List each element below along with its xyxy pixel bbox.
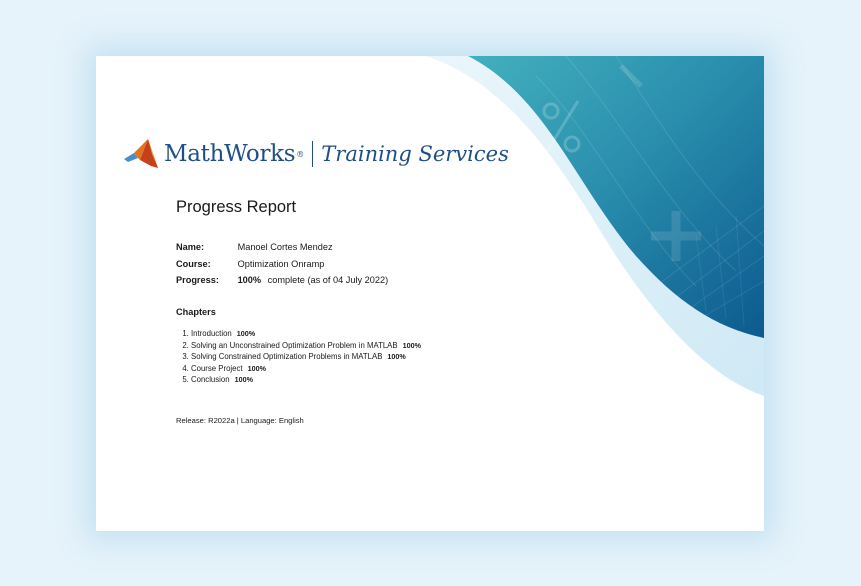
progress-text: complete (as of 04 July 2022)	[267, 275, 389, 285]
chapter-progress: 100%	[247, 363, 266, 373]
chapter-list	[176, 328, 421, 386]
chapter-item	[191, 374, 421, 386]
brand-divider	[312, 141, 313, 167]
chapter-label: Conclusion	[191, 375, 230, 385]
brand-header	[124, 138, 509, 170]
progress-label: Progress:	[176, 275, 219, 285]
name-label: Name:	[176, 242, 205, 252]
chapter-item	[191, 363, 421, 375]
brand-name: MathWorks	[164, 141, 296, 167]
chapter-progress: 100%	[402, 340, 421, 350]
course-value: Optimization Onramp	[237, 259, 325, 269]
chapter-label: Solving an Unconstrained Optimization Problem in MATLAB	[191, 340, 398, 350]
release-language-note: Release: R2022a | Language: English	[176, 416, 304, 425]
registered-mark: ®	[296, 149, 305, 159]
name-value: Manoel Cortes Mendez	[237, 242, 333, 252]
chapter-label: Solving Constrained Optimization Problems in MATLAB	[191, 352, 383, 362]
chapter-progress: 100%	[234, 375, 253, 385]
chapter-label: Course Project	[191, 363, 243, 373]
brand-subtitle: Training Services	[321, 142, 509, 166]
name-row	[176, 242, 333, 252]
chapter-label: Introduction	[191, 329, 232, 338]
chapter-item	[191, 340, 421, 352]
chapter-item	[191, 328, 421, 340]
report-page	[96, 56, 764, 531]
progress-row	[176, 275, 388, 285]
chapter-progress: 100%	[236, 329, 256, 338]
decorative-wave-graphic	[96, 56, 764, 531]
report-title: Progress Report	[176, 198, 297, 216]
chapter-item	[191, 351, 421, 363]
course-label: Course:	[176, 259, 211, 269]
course-row	[176, 259, 324, 269]
membrane-logo-icon	[124, 138, 158, 170]
chapters-heading: Chapters	[176, 307, 216, 317]
progress-percent: 100%	[237, 275, 262, 285]
chapter-progress: 100%	[387, 352, 406, 362]
